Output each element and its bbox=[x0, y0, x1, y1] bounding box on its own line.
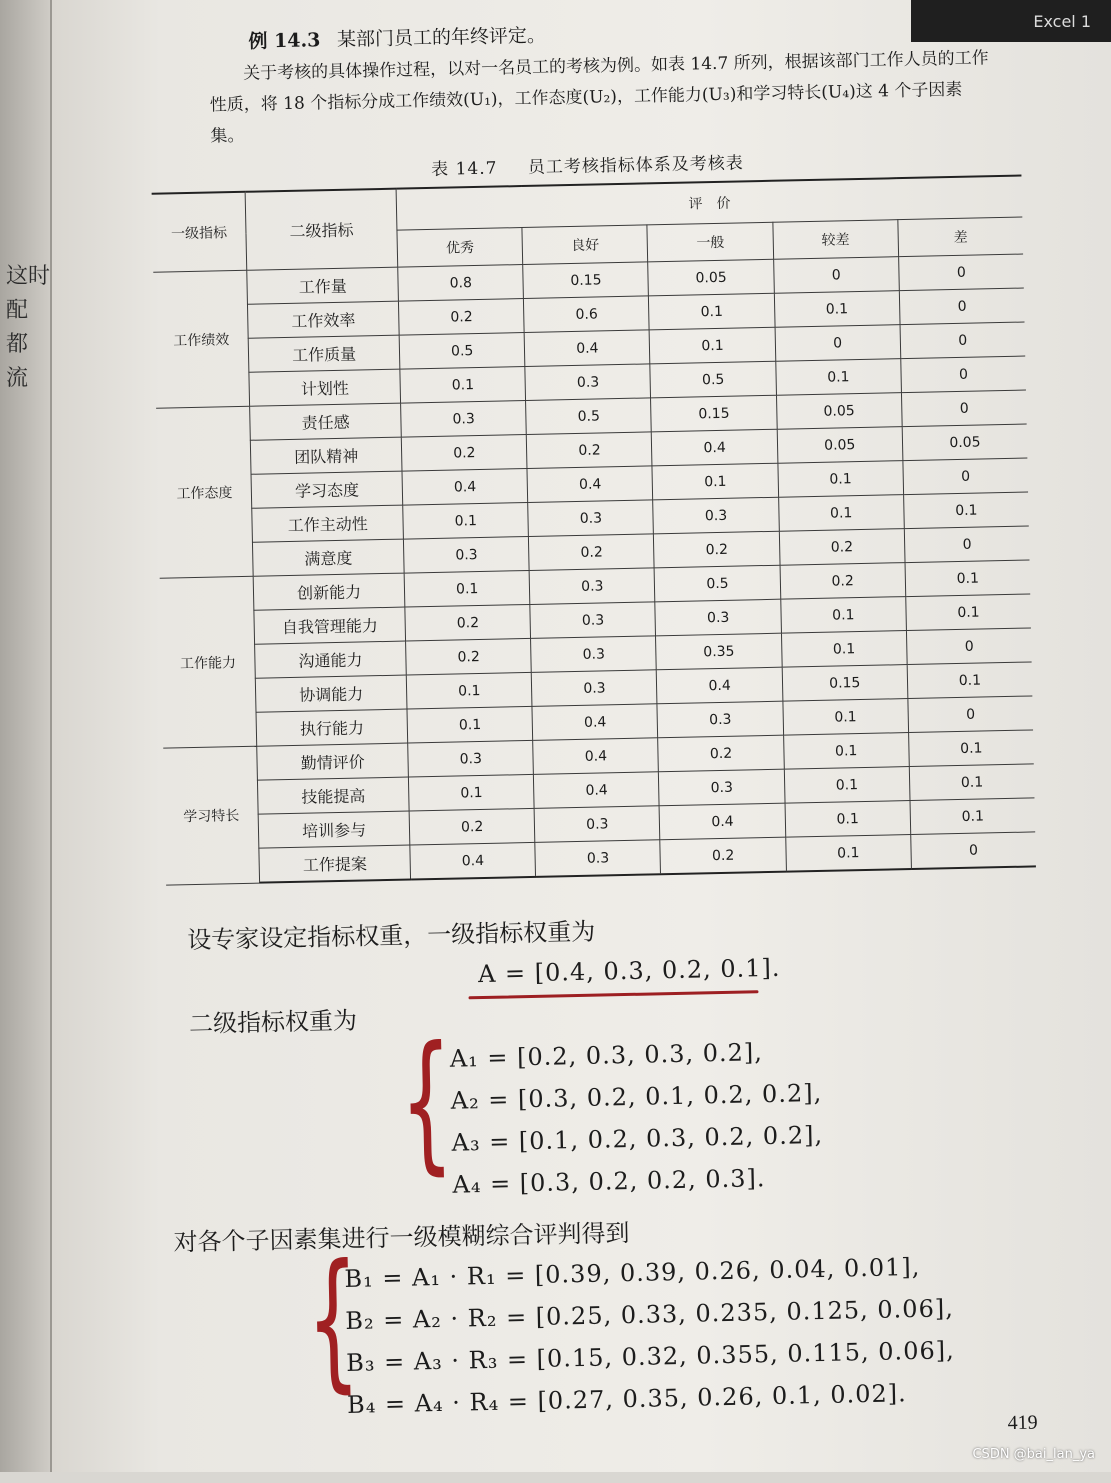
left-fragment: 配 bbox=[6, 298, 29, 323]
evaluation-formula: B₁ = A₁ · R₁ = [0.39, 0.39, 0.26, 0.04, 0.01], bbox=[344, 1252, 921, 1293]
grade-value: 0.5 bbox=[399, 333, 525, 370]
indicator-name: 工作效率 bbox=[248, 301, 400, 338]
grade-value: 0.1 bbox=[908, 730, 1033, 767]
grade-value: 0.3 bbox=[404, 536, 530, 573]
grade-value: 0 bbox=[906, 628, 1031, 665]
header-primary: 一级指标 bbox=[152, 192, 247, 272]
grade-value: 0.1 bbox=[775, 359, 901, 396]
grade-value: 0.1 bbox=[778, 461, 904, 498]
example-title: 某部门员工的年终评定。 bbox=[336, 24, 547, 51]
header-grade: 差 bbox=[898, 217, 1023, 257]
grade-value: 0.3 bbox=[531, 636, 657, 673]
grade-value: 0.4 bbox=[533, 738, 659, 775]
grade-value: 0.2 bbox=[401, 434, 527, 471]
example-number: 例 14.3 bbox=[248, 29, 321, 53]
grade-value: 0.4 bbox=[402, 468, 528, 505]
grade-value: 0.3 bbox=[408, 740, 534, 777]
grade-value: 0.4 bbox=[652, 429, 778, 466]
example-heading bbox=[248, 20, 546, 53]
red-brace-mark: { bbox=[304, 1232, 362, 1408]
page-number: 419 bbox=[1007, 1411, 1038, 1435]
header-grade: 较差 bbox=[773, 220, 899, 260]
indicator-name: 学习态度 bbox=[251, 471, 403, 508]
header-grade: 良好 bbox=[522, 225, 648, 265]
grade-value: 0.1 bbox=[905, 560, 1030, 597]
header-evaluation: 评 价 bbox=[396, 176, 1022, 231]
grade-value: 0 bbox=[903, 458, 1028, 495]
grade-value: 0.1 bbox=[909, 764, 1034, 801]
weights-section bbox=[127, 903, 987, 1419]
grade-value: 0.1 bbox=[785, 835, 911, 872]
grade-value: 0.2 bbox=[660, 837, 786, 874]
grade-value: 0 bbox=[900, 322, 1025, 359]
grade-value: 0.35 bbox=[656, 633, 782, 670]
grade-value: 0.8 bbox=[398, 265, 524, 302]
grade-value: 0 bbox=[773, 257, 899, 294]
grade-value: 0.3 bbox=[535, 840, 661, 877]
grade-value: 0.6 bbox=[524, 296, 650, 333]
grade-value: 0 bbox=[901, 390, 1026, 427]
indicator-name: 责任感 bbox=[250, 403, 402, 440]
indicator-name: 协调能力 bbox=[255, 675, 407, 712]
grade-value: 0.05 bbox=[648, 259, 774, 296]
indicator-name: 自我管理能力 bbox=[254, 607, 406, 644]
grade-value: 0.2 bbox=[405, 604, 531, 641]
grade-value: 0.4 bbox=[657, 667, 783, 704]
primary-weight-formula: A = [0.4, 0.3, 0.2, 0.1]. bbox=[477, 953, 781, 989]
red-brace-mark: { bbox=[398, 1014, 455, 1190]
grade-value: 0.4 bbox=[410, 842, 536, 879]
evaluation-table bbox=[152, 175, 1036, 886]
grade-value: 0 bbox=[899, 288, 1024, 325]
left-fragment: 流 bbox=[6, 366, 29, 391]
group-name: 工作绩效 bbox=[153, 270, 249, 408]
header-grade: 一般 bbox=[647, 222, 773, 262]
grade-value: 0.1 bbox=[903, 492, 1028, 529]
grade-value: 0.15 bbox=[782, 665, 908, 702]
grade-value: 0.1 bbox=[403, 502, 529, 539]
grade-value: 0.4 bbox=[527, 466, 653, 503]
indicator-name: 沟通能力 bbox=[255, 641, 407, 678]
weights-intro: 设专家设定指标权重，一级指标权重为 bbox=[186, 917, 596, 955]
grade-value: 0.1 bbox=[409, 774, 535, 811]
grade-value: 0.4 bbox=[524, 330, 650, 367]
indicator-name: 技能提高 bbox=[258, 777, 410, 814]
indicator-name: 工作量 bbox=[247, 267, 399, 304]
left-fragment: 都 bbox=[6, 332, 29, 357]
book-page bbox=[48, 0, 1109, 1483]
table-title: 员工考核指标体系及考核表 bbox=[527, 153, 745, 178]
grade-value: 0 bbox=[904, 526, 1029, 563]
grade-value: 0.3 bbox=[659, 769, 785, 806]
secondary-weight-formula: A₄ = [0.3, 0.2, 0.2, 0.3]. bbox=[452, 1164, 766, 1199]
grade-value: 0.1 bbox=[649, 293, 775, 330]
grade-value: 0.3 bbox=[528, 500, 654, 537]
secondary-weights-intro: 二级指标权重为 bbox=[188, 1006, 358, 1039]
header-secondary: 二级指标 bbox=[245, 189, 398, 271]
watermark: CSDN @bai_lan_ya bbox=[972, 1447, 1095, 1462]
table-number: 表 14.7 bbox=[430, 158, 498, 180]
grade-value: 0.3 bbox=[401, 400, 527, 437]
indicator-name: 执行能力 bbox=[256, 709, 408, 746]
grade-value: 0.2 bbox=[529, 534, 655, 571]
grade-value: 0.2 bbox=[654, 531, 780, 568]
grade-value: 0.5 bbox=[526, 398, 652, 435]
grade-value: 0.1 bbox=[785, 801, 911, 838]
grade-value: 0.3 bbox=[655, 599, 781, 636]
grade-value: 0.1 bbox=[784, 767, 910, 804]
indicator-name: 工作提案 bbox=[259, 845, 411, 883]
grade-value: 0.1 bbox=[652, 463, 778, 500]
grade-value: 0.05 bbox=[776, 393, 902, 430]
grade-value: 0.1 bbox=[781, 631, 907, 668]
indicator-name: 计划性 bbox=[249, 369, 401, 406]
left-page-edge bbox=[0, 0, 52, 1472]
left-fragment: 这时 bbox=[6, 264, 51, 289]
grade-value: 0.2 bbox=[658, 735, 784, 772]
grade-value: 0.2 bbox=[779, 529, 905, 566]
grade-value: 0.1 bbox=[907, 662, 1032, 699]
grade-value: 0.1 bbox=[404, 570, 530, 607]
grade-value: 0.1 bbox=[906, 594, 1031, 631]
grade-value: 0 bbox=[901, 356, 1026, 393]
indicator-name: 工作主动性 bbox=[252, 505, 404, 542]
grade-value: 0.3 bbox=[529, 568, 655, 605]
grade-value: 0.3 bbox=[534, 806, 660, 843]
grade-value: 0.1 bbox=[407, 706, 533, 743]
secondary-weight-formula: A₁ = [0.2, 0.3, 0.3, 0.2], bbox=[449, 1038, 764, 1073]
grade-value: 0.1 bbox=[406, 672, 532, 709]
grade-value: 0 bbox=[775, 325, 901, 362]
table-caption bbox=[431, 148, 768, 180]
evaluation-formula: B₄ = A₄ · R₄ = [0.27, 0.35, 0.26, 0.1, 0.02]. bbox=[346, 1379, 908, 1419]
grade-value: 0.4 bbox=[660, 803, 786, 840]
grade-value: 0.1 bbox=[783, 733, 909, 770]
secondary-weight-formula: A₃ = [0.1, 0.2, 0.3, 0.2, 0.2], bbox=[451, 1120, 824, 1157]
indicator-name: 满意度 bbox=[253, 539, 405, 576]
grade-value: 0.5 bbox=[655, 565, 781, 602]
secondary-weight-formula: A₂ = [0.3, 0.2, 0.1, 0.2, 0.2], bbox=[450, 1078, 823, 1115]
indicator-name: 团队精神 bbox=[250, 437, 402, 474]
evaluation-intro: 对各个子因素集进行一级模糊综合评判得到 bbox=[173, 1219, 630, 1257]
grade-value: 0.2 bbox=[406, 638, 532, 675]
grade-value: 0.2 bbox=[409, 808, 535, 845]
book-spine-label: Excel 1 bbox=[1033, 12, 1091, 31]
grade-value: 0.1 bbox=[780, 597, 906, 634]
grade-value: 0.3 bbox=[657, 701, 783, 738]
group-name: 学习特长 bbox=[163, 746, 259, 884]
grade-value: 0.2 bbox=[399, 299, 525, 336]
indicator-name: 勤情评价 bbox=[257, 743, 409, 780]
grade-value: 0.2 bbox=[527, 432, 653, 469]
grade-value: 0.1 bbox=[774, 291, 900, 328]
grade-value: 0.15 bbox=[651, 395, 777, 432]
grade-value: 0 bbox=[908, 696, 1033, 733]
grade-value: 0.4 bbox=[534, 772, 660, 809]
grade-value: 0.1 bbox=[650, 327, 776, 364]
grade-value: 0 bbox=[898, 254, 1023, 291]
grade-value: 0.3 bbox=[653, 497, 779, 534]
grade-value: 0.3 bbox=[532, 670, 658, 707]
grade-value: 0.3 bbox=[525, 364, 651, 401]
evaluation-formula: B₂ = A₂ · R₂ = [0.25, 0.33, 0.235, 0.125, 0.06], bbox=[344, 1294, 955, 1335]
grade-value: 0.1 bbox=[783, 699, 909, 736]
indicator-name: 培训参与 bbox=[258, 811, 410, 848]
red-underline-mark bbox=[469, 990, 759, 999]
grade-value: 0.2 bbox=[780, 563, 906, 600]
indicator-name: 创新能力 bbox=[253, 573, 405, 610]
grade-value: 0.3 bbox=[530, 602, 656, 639]
grade-value: 0 bbox=[911, 832, 1036, 869]
left-page-text bbox=[6, 260, 50, 396]
grade-value: 0.05 bbox=[902, 424, 1027, 461]
group-name: 工作态度 bbox=[156, 406, 253, 578]
header-grade: 优秀 bbox=[397, 228, 523, 268]
example-paragraph bbox=[209, 43, 991, 152]
grade-value: 0.05 bbox=[777, 427, 903, 464]
grade-value: 0.5 bbox=[650, 361, 776, 398]
indicator-name: 工作质量 bbox=[248, 335, 400, 372]
group-name: 工作能力 bbox=[160, 576, 257, 748]
grade-value: 0.1 bbox=[778, 495, 904, 532]
grade-value: 0.15 bbox=[523, 262, 649, 299]
intro-text: 关于考核的具体操作过程，以对一名员工的考核为例。如表 14.7 所列，根据该部门工作人员的工作性质，将 18 个指标分成工作绩效(U₁)，工作态度(U₂)，工作能力(U₃)和学习特长(U₄)这 4 个子因素集。 bbox=[209, 48, 989, 147]
grade-value: 0.1 bbox=[910, 798, 1035, 835]
grade-value: 0.1 bbox=[400, 366, 526, 403]
evaluation-formula: B₃ = A₃ · R₃ = [0.15, 0.32, 0.355, 0.115, 0.06], bbox=[345, 1336, 955, 1377]
grade-value: 0.4 bbox=[532, 704, 658, 741]
